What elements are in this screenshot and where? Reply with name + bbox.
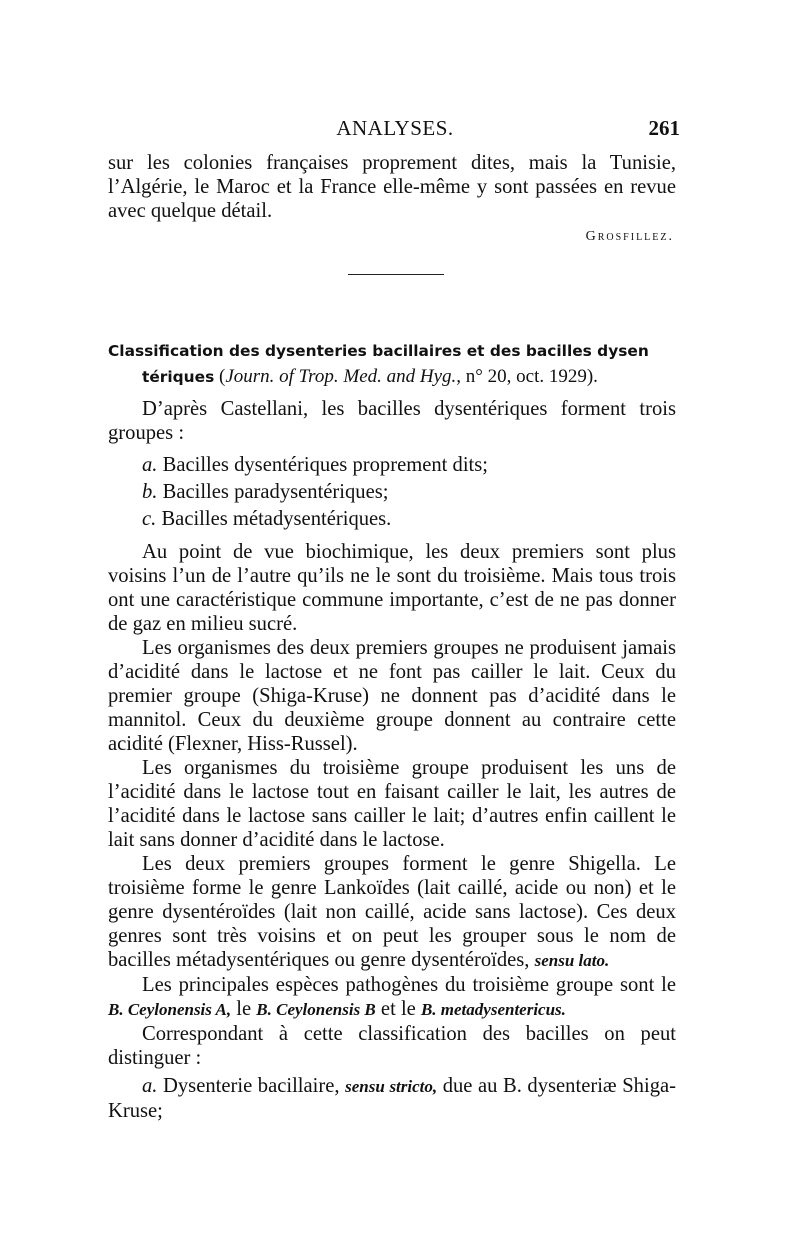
- list-marker: b.: [142, 481, 158, 503]
- list-item: [108, 506, 676, 533]
- paragraph-3: Les organismes des deux premiers groupes ne produisent jamais d’acidité dans le lactose et ne font pas cailler le lait. Ceux du premier groupe (Shiga-Kruse) ne donnent pas d’acidité dans le mannitol. Ceux du deuxième groupe donnent au contraire cette acidité (Flexner, Hiss-Russel).: [108, 637, 676, 755]
- species-ceylonensis-a: B. Ceylonensis A,: [108, 1000, 232, 1019]
- closing-paragraph: [108, 1074, 676, 1123]
- intro-block: [108, 151, 676, 223]
- paragraph-6-mid1: le: [231, 998, 257, 1020]
- paragraph-6: [108, 973, 676, 1022]
- list-marker: c.: [142, 508, 157, 530]
- author-signature: Grosfillez.: [585, 229, 674, 244]
- list-text: Bacilles métadysentériques.: [156, 508, 392, 530]
- paragraph-7: Correspondant à cette classification des bacilles on peut distinguer :: [108, 1023, 676, 1069]
- article-title-line2: [108, 364, 676, 390]
- section-divider: [348, 274, 444, 275]
- paragraph-1-block: [108, 397, 676, 445]
- body-block: [108, 540, 676, 1070]
- group-list: [108, 452, 676, 533]
- article-ref-rest: , n° 20, oct. 1929).: [456, 366, 598, 387]
- page-number: 261: [648, 116, 680, 140]
- closing-text-2: due au B. dysenteriæ Shiga-Kruse;: [108, 1075, 676, 1122]
- article-title-line1: Classification des dysenteries bacillaires et des bacilles dysen: [108, 342, 649, 360]
- intro-paragraph: sur les colonies françaises proprement dites, mais la Tunisie, l’Algérie, le Maroc et la France elle-même y sont passées en revue avec quelque détail.: [108, 152, 676, 222]
- article-heading: [108, 338, 676, 390]
- paragraph-5-text: Les deux premiers groupes forment le genre Shigella. Le troisième forme le genre Lankoïdes (lait caillé, acide ou non) et le genre dysentéroïdes (lait non caillé, acide sans lactose). Ces deux genres sont très voisins et on peut les grouper sous le nom de bacilles métadysentériques ou genre dysentéroïdes,: [108, 853, 676, 971]
- list-item: [108, 452, 676, 479]
- closing-block: [108, 1074, 676, 1123]
- list-item: [108, 479, 676, 506]
- paragraph-2: Au point de vue biochimique, les deux premiers sont plus voisins l’un de l’autre qu’ils ne le sont du troisième. Mais tous trois ont une caractéristique commune importante, c’est de ne pas donner de gaz en milieu sucré.: [108, 541, 676, 635]
- article-ref-open: (: [214, 366, 226, 387]
- paragraph-6-mid2: et le: [375, 998, 421, 1020]
- journal-name: Journ. of Trop. Med. and Hyg.: [225, 366, 457, 387]
- article-title-part2: tériques: [142, 368, 215, 386]
- species-metadysentericus: B. metadysentericus.: [420, 1000, 566, 1019]
- article-ref-journal: [225, 366, 456, 387]
- running-head: [110, 116, 680, 146]
- closing-marker: a.: [142, 1075, 158, 1097]
- paragraph-5: [108, 852, 676, 973]
- list-text: Bacilles dysentériques proprement dits;: [157, 454, 489, 476]
- species-ceylonensis-b: B. Ceylonensis B: [256, 1000, 376, 1019]
- list-text: Bacilles paradysentériques;: [157, 481, 389, 503]
- closing-text-1: Dysenterie bacillaire,: [157, 1075, 346, 1097]
- sensu-lato: sensu lato.: [534, 951, 610, 970]
- list-marker: a.: [142, 454, 158, 476]
- running-title: ANALYSES.: [336, 116, 454, 140]
- paragraph-1: D’après Castellani, les bacilles dysentériques forment trois groupes :: [108, 398, 676, 444]
- paragraph-4: Les organismes du troisième groupe produisent les uns de l’acidité dans le lactose tout en faisant cailler le lait, les autres de l’acidité dans le lactose sans cailler le lait; d’autres enfin caillent le lait sans donner d’acidité dans le lactose.: [108, 757, 676, 851]
- paragraph-6-text: Les principales espèces pathogènes du troisième groupe sont le: [142, 974, 676, 996]
- sensu-stricto: sensu stricto,: [345, 1077, 438, 1096]
